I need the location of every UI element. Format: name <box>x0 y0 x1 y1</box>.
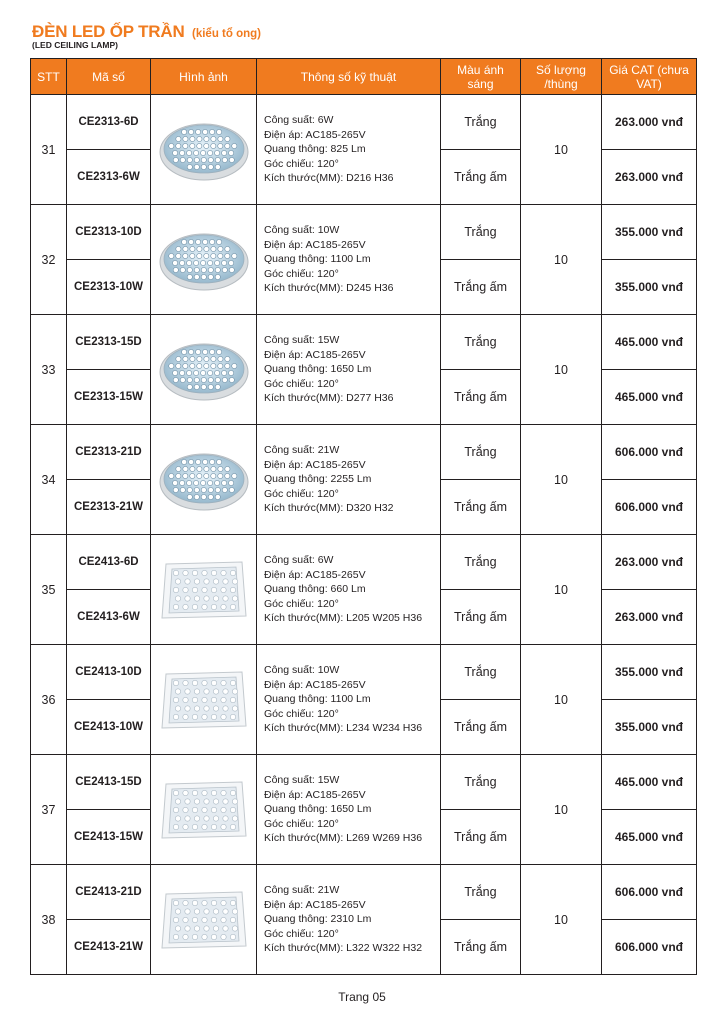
light-color: Trắng ấm <box>441 480 521 535</box>
quantity-cell: 10 <box>521 865 602 975</box>
spec-line: Góc chiếu: 120° <box>264 597 339 610</box>
spec-line: Kích thước(MM): D277 H36 <box>264 392 394 405</box>
stt-cell: 35 <box>31 535 67 645</box>
title-main: ĐÈN LED ỐP TRẦN <box>32 22 185 41</box>
page-subtitle: (LED CEILING LAMP) <box>32 40 118 50</box>
product-code: CE2413-10W <box>67 700 151 755</box>
column-header-light-color: Màu ánh sáng <box>441 59 521 95</box>
spec-cell <box>257 645 441 755</box>
light-color: Trắng <box>441 535 521 590</box>
light-color: Trắng ấm <box>441 590 521 645</box>
spec-line: Kích thước(MM): L269 W269 H36 <box>264 832 423 845</box>
spec-cell <box>257 865 441 975</box>
product-table <box>30 58 697 975</box>
product-image <box>151 315 257 425</box>
spec-line: Quang thông: 660 Lm <box>264 583 366 596</box>
spec-line: Quang thông: 2310 Lm <box>264 913 372 926</box>
price-cell: 263.000 vnđ <box>602 535 697 590</box>
spec-cell <box>257 755 441 865</box>
spec-line: Kích thước(MM): L234 W234 H36 <box>264 722 423 735</box>
table-row <box>31 95 697 150</box>
round-led-ceiling-lamp-icon <box>158 116 250 184</box>
page-title <box>32 22 261 42</box>
price-cell: 355.000 vnđ <box>602 700 697 755</box>
spec-line: Kích thước(MM): L322 W322 H32 <box>264 942 423 955</box>
product-code: CE2413-6W <box>67 590 151 645</box>
spec-line: Góc chiếu: 120° <box>264 707 339 720</box>
quantity-cell: 10 <box>521 95 602 205</box>
table-row <box>31 865 697 920</box>
spec-line: Công suất: 15W <box>264 334 340 347</box>
stt-cell: 31 <box>31 95 67 205</box>
price-cell: 355.000 vnđ <box>602 260 697 315</box>
price-cell: 606.000 vnđ <box>602 425 697 480</box>
table-row <box>31 315 697 370</box>
product-code: CE2313-21D <box>67 425 151 480</box>
table-header-row <box>31 59 697 95</box>
spec-line: Công suất: 10W <box>264 664 340 677</box>
quantity-cell: 10 <box>521 425 602 535</box>
product-code: CE2313-6D <box>67 95 151 150</box>
spec-line: Kích thước(MM): L205 W205 H36 <box>264 612 423 625</box>
spec-line: Công suất: 6W <box>264 554 334 567</box>
product-image <box>151 645 257 755</box>
spec-line: Điện áp: AC185-265V <box>264 678 366 691</box>
spec-cell <box>257 205 441 315</box>
column-header-price: Giá CAT (chưa VAT) <box>602 59 697 95</box>
table-row <box>31 205 697 260</box>
stt-cell: 34 <box>31 425 67 535</box>
product-code: CE2313-15W <box>67 370 151 425</box>
page-number: Trang 05 <box>338 990 386 1004</box>
spec-line: Quang thông: 1100 Lm <box>264 693 371 706</box>
price-cell: 606.000 vnđ <box>602 920 697 975</box>
spec-line: Điện áp: AC185-265V <box>264 788 366 801</box>
table-row <box>31 645 697 700</box>
spec-cell <box>257 95 441 205</box>
spec-line: Quang thông: 1100 Lm <box>264 253 371 266</box>
round-led-ceiling-lamp-icon <box>158 226 250 294</box>
product-code: CE2313-6W <box>67 150 151 205</box>
light-color: Trắng <box>441 425 521 480</box>
stt-cell: 37 <box>31 755 67 865</box>
product-code: CE2413-15D <box>67 755 151 810</box>
round-led-ceiling-lamp-icon <box>158 446 250 514</box>
quantity-cell: 10 <box>521 645 602 755</box>
round-led-ceiling-lamp-icon <box>158 336 250 404</box>
spec-line: Điện áp: AC185-265V <box>264 568 366 581</box>
stt-cell: 36 <box>31 645 67 755</box>
light-color: Trắng <box>441 755 521 810</box>
light-color: Trắng ấm <box>441 700 521 755</box>
spec-line: Góc chiếu: 120° <box>264 157 339 170</box>
light-color: Trắng <box>441 645 521 700</box>
light-color: Trắng ấm <box>441 920 521 975</box>
price-cell: 465.000 vnđ <box>602 810 697 865</box>
price-cell: 465.000 vnđ <box>602 370 697 425</box>
stt-cell: 32 <box>31 205 67 315</box>
quantity-cell: 10 <box>521 205 602 315</box>
spec-line: Kích thước(MM): D320 H32 <box>264 502 394 515</box>
column-header-specs: Thông số kỹ thuật <box>257 59 441 95</box>
product-code: CE2413-6D <box>67 535 151 590</box>
square-led-ceiling-lamp-icon <box>158 886 250 954</box>
spec-line: Điện áp: AC185-265V <box>264 238 366 251</box>
product-image <box>151 755 257 865</box>
price-cell: 465.000 vnđ <box>602 755 697 810</box>
spec-line: Công suất: 6W <box>264 114 334 127</box>
price-cell: 263.000 vnđ <box>602 590 697 645</box>
light-color: Trắng <box>441 315 521 370</box>
column-header-code: Mã số <box>67 59 151 95</box>
product-image <box>151 535 257 645</box>
quantity-cell: 10 <box>521 315 602 425</box>
product-code: CE2313-15D <box>67 315 151 370</box>
spec-line: Quang thông: 825 Lm <box>264 143 366 156</box>
table-row <box>31 425 697 480</box>
price-cell: 465.000 vnđ <box>602 315 697 370</box>
light-color: Trắng <box>441 205 521 260</box>
square-led-ceiling-lamp-icon <box>158 776 250 844</box>
light-color: Trắng <box>441 95 521 150</box>
spec-line: Công suất: 15W <box>264 774 340 787</box>
product-image <box>151 205 257 315</box>
spec-cell <box>257 425 441 535</box>
product-code: CE2413-21D <box>67 865 151 920</box>
spec-line: Góc chiếu: 120° <box>264 927 339 940</box>
light-color: Trắng <box>441 865 521 920</box>
quantity-cell: 10 <box>521 535 602 645</box>
spec-line: Công suất: 21W <box>264 444 340 457</box>
column-header-quantity: Số lượng /thùng <box>521 59 602 95</box>
product-code: CE2313-21W <box>67 480 151 535</box>
spec-line: Công suất: 21W <box>264 884 340 897</box>
product-code: CE2413-15W <box>67 810 151 865</box>
light-color: Trắng ấm <box>441 150 521 205</box>
spec-line: Điện áp: AC185-265V <box>264 458 366 471</box>
spec-line: Góc chiếu: 120° <box>264 487 339 500</box>
spec-line: Quang thông: 1650 Lm <box>264 363 372 376</box>
quantity-cell: 10 <box>521 755 602 865</box>
product-image <box>151 95 257 205</box>
light-color: Trắng ấm <box>441 370 521 425</box>
price-cell: 606.000 vnđ <box>602 480 697 535</box>
stt-cell: 33 <box>31 315 67 425</box>
square-led-ceiling-lamp-icon <box>158 666 250 734</box>
product-code: CE2413-10D <box>67 645 151 700</box>
price-cell: 263.000 vnđ <box>602 95 697 150</box>
product-image <box>151 865 257 975</box>
price-cell: 355.000 vnđ <box>602 205 697 260</box>
stt-cell: 38 <box>31 865 67 975</box>
column-header-stt: STT <box>31 59 67 95</box>
price-cell: 606.000 vnđ <box>602 865 697 920</box>
spec-line: Điện áp: AC185-265V <box>264 898 366 911</box>
product-image <box>151 425 257 535</box>
title-note: (kiểu tổ ong) <box>192 28 261 40</box>
spec-line: Quang thông: 1650 Lm <box>264 803 372 816</box>
price-cell: 263.000 vnđ <box>602 150 697 205</box>
price-cell: 355.000 vnđ <box>602 645 697 700</box>
column-header-image: Hình ảnh <box>151 59 257 95</box>
spec-line: Quang thông: 2255 Lm <box>264 473 372 486</box>
light-color: Trắng ấm <box>441 810 521 865</box>
table-row <box>31 755 697 810</box>
spec-cell <box>257 315 441 425</box>
spec-line: Góc chiếu: 120° <box>264 267 339 280</box>
spec-line: Góc chiếu: 120° <box>264 377 339 390</box>
spec-line: Công suất: 10W <box>264 224 340 237</box>
spec-cell <box>257 535 441 645</box>
product-code: CE2313-10D <box>67 205 151 260</box>
spec-line: Góc chiếu: 120° <box>264 817 339 830</box>
square-led-ceiling-lamp-icon <box>158 556 250 624</box>
spec-line: Kích thước(MM): D216 H36 <box>264 172 394 185</box>
table-row <box>31 535 697 590</box>
product-code: CE2413-21W <box>67 920 151 975</box>
spec-line: Kích thước(MM): D245 H36 <box>264 282 394 295</box>
spec-line: Điện áp: AC185-265V <box>264 128 366 141</box>
spec-line: Điện áp: AC185-265V <box>264 348 366 361</box>
product-code: CE2313-10W <box>67 260 151 315</box>
light-color: Trắng ấm <box>441 260 521 315</box>
